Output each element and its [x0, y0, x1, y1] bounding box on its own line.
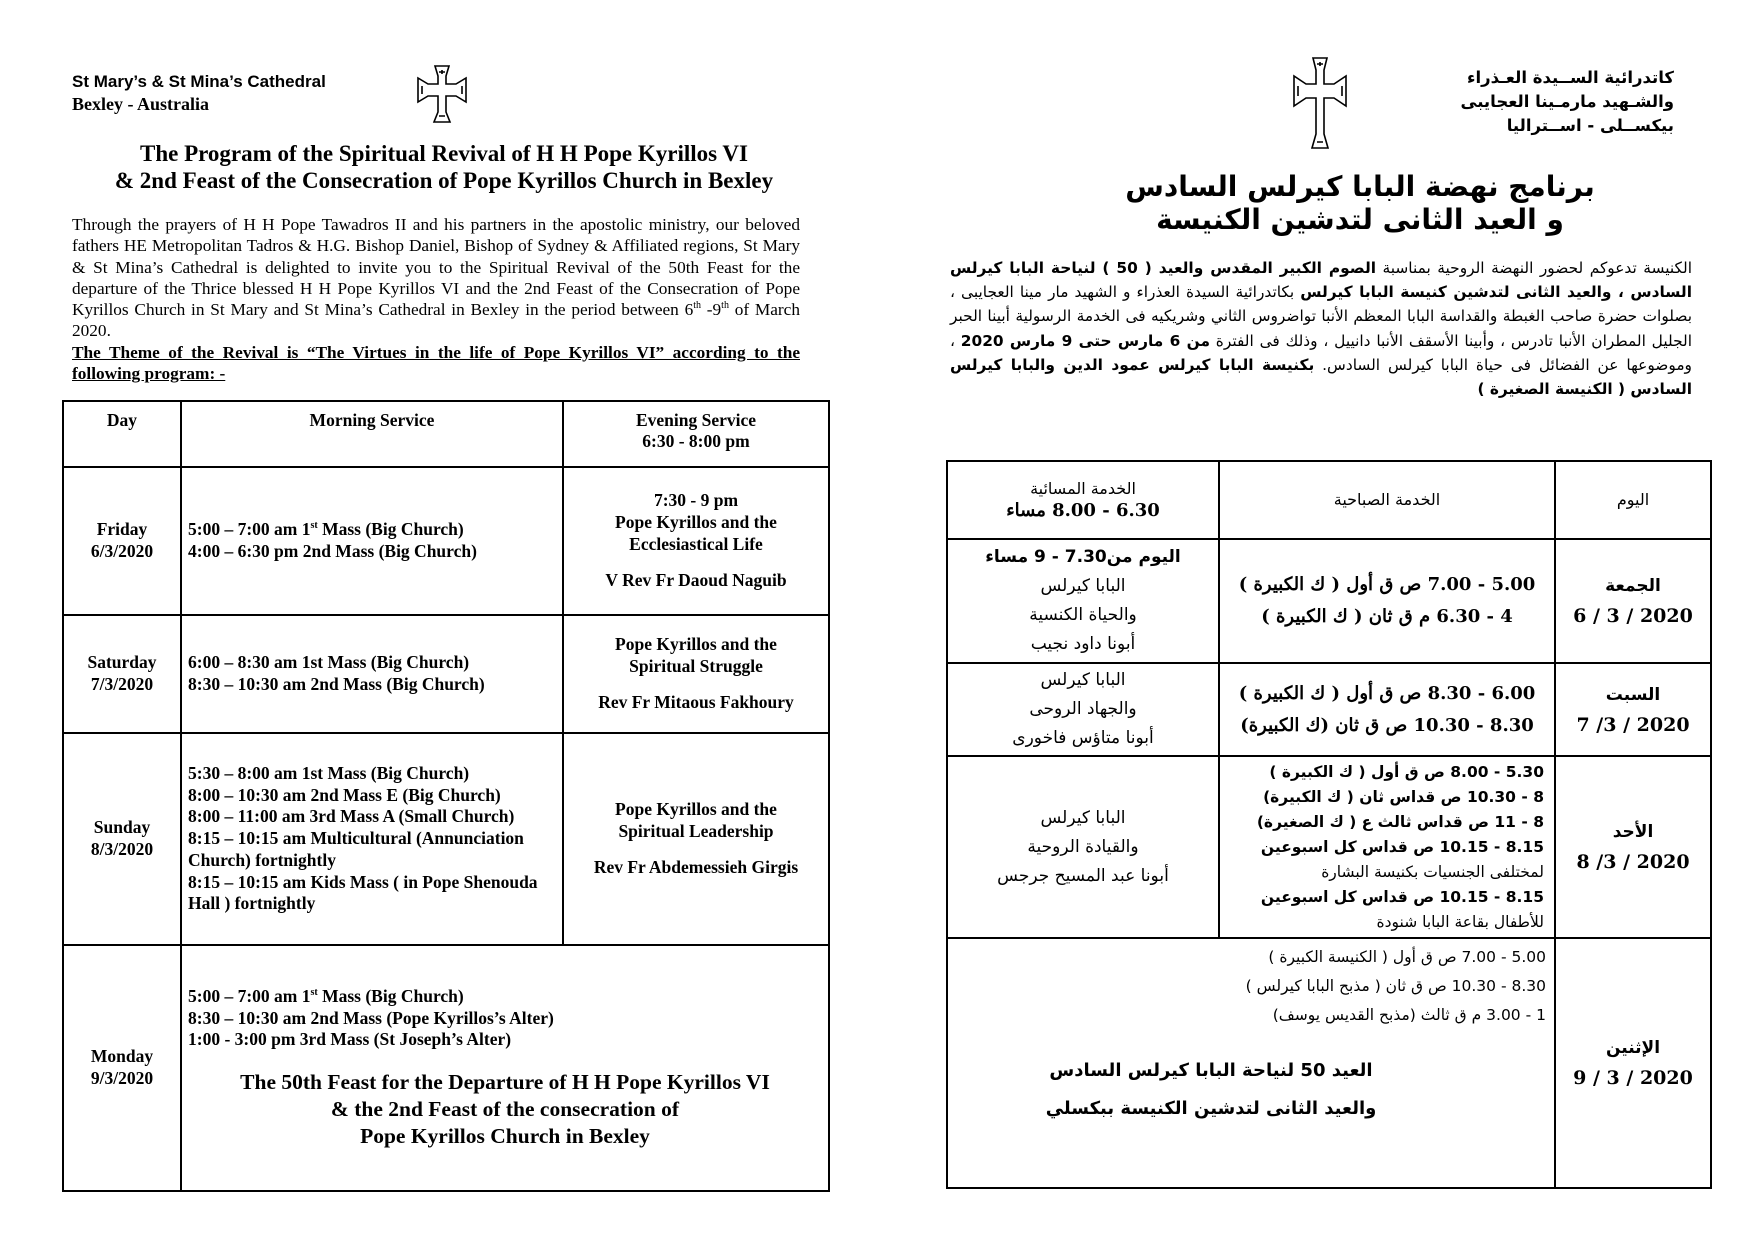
revival-theme: The Theme of the Revival is “The Virtues in the life of Pope Kyrillos VI” according to the following program: -	[72, 342, 800, 384]
header-evening: Evening Service 6:30 - 8:00 pm	[563, 401, 829, 467]
day-cell: Friday 6/3/2020	[63, 467, 181, 615]
coptic-cross-icon	[1288, 54, 1352, 152]
header-morning: Morning Service	[181, 401, 563, 467]
coptic-cross-icon	[408, 62, 476, 126]
evening-cell: البابا كيرلس والقيادة الروحية أبونا عبد المسيح جرجس	[947, 756, 1219, 938]
day-cell: السبت 2020 / 3/ 7	[1555, 663, 1711, 756]
arabic-program-table	[946, 460, 1712, 1189]
english-program-table	[62, 400, 830, 1192]
header-morning: الخدمة الصباحية	[1219, 461, 1555, 539]
morning-cell: 5.30 - 8.00 ص ق أول ( ك الكبيرة ) 8 - 10.30 ص قداس ثان ( ك الكبيرة) 8 - 11 ص قداس ثالث ع ( ك الصغيرة) 8.15 - 10.15 ص قداس كل اسبوعين لمختلفى الجنسيات بكنيسة البشارة 8.15 - 10.15 ص قداس كل اسبوعين للأطفال بقاعة البابا شنودة	[1219, 756, 1555, 938]
table-row	[947, 938, 1711, 1188]
church-name: St Mary’s & St Mina’s Cathedral	[72, 72, 326, 91]
english-header	[72, 70, 326, 116]
english-intro: Through the prayers of H H Pope Tawadros II and his partners in the apostolic ministry, our beloved fathers HE Metropolitan Tadros & H.G. Bishop Daniel, Bishop of Sydney & Affiliated regions, St Mary & St Mina’s Cathedral is delighted to invite you to the Spiritual Revival of the 50th Feast for the departure of the Thrice blessed H H Pope Kyrillos VI and the 2nd Feast of the Consecration of Pope Kyrillos Church in St Mary and St Mina’s Cathedral in Bexley in the period between 6th -9th of March 2020. The Theme of the Revival is “The Virtues in the life of Pope Kyrillos VI” according to the following program: -	[72, 215, 800, 384]
title-line-2: & 2nd Feast of the Consecration of Pope Kyrillos Church in Bexley	[114, 168, 774, 193]
morning-cell: 5.00 - 7.00 ص ق أول ( الكنيسة الكبيرة ) 8.30 - 10.30 ص ق ثان ( مذبح البابا كيرلس ) 1 - 3.00 م ق ثالث (مذبح القديس يوسف) العيد 50 لنياحة البابا كيرلس السادس والعيد الثانى لتدشين الكنيسة ببكسلي	[947, 938, 1555, 1188]
day-cell: Sunday 8/3/2020	[63, 733, 181, 945]
table-row	[63, 615, 829, 733]
feast-announcement: العيد 50 لنياحة البابا كيرلس السادس والعيد الثانى لتدشين الكنيسة ببكسلي	[1045, 1060, 1377, 1119]
morning-cell: 5:00 – 7:00 am 1st Mass (Big Church) 4:00 – 6:30 pm 2nd Mass (Big Church)	[181, 467, 563, 615]
table-row	[947, 539, 1711, 663]
morning-cell: 5.00 - 7.00 ص ق أول ( ك الكبيرة ) 4 - 6.30 م ق ثان ( ك الكبيرة )	[1219, 539, 1555, 663]
evening-cell: Pope Kyrillos and the Spiritual Struggle Rev Fr Mitaous Fakhoury	[563, 615, 829, 733]
morning-cell: 6:00 – 8:30 am 1st Mass (Big Church) 8:30 – 10:30 am 2nd Mass (Big Church)	[181, 615, 563, 733]
day-cell: Saturday 7/3/2020	[63, 615, 181, 733]
morning-cell: 5:30 – 8:00 am 1st Mass (Big Church) 8:00 – 10:30 am 2nd Mass E (Big Church) 8:00 – 11:00 am 3rd Mass A (Small Church) 8:15 – 10:15 am Multicultural (Annunciation Church) fortnightly 8:15 – 10:15 am Kids Mass ( in Pope Shenouda Hall ) fortnightly	[181, 733, 563, 945]
title-line-1: The Program of the Spiritual Revival of H H Pope Kyrillos VI	[140, 141, 748, 166]
feast-announcement: The 50th Feast for the Departure of H H Pope Kyrillos VI & the 2nd Feast of the consecration of Pope Kyrillos Church in Bexley	[240, 1070, 770, 1149]
morning-cell: 5:00 – 7:00 am 1st Mass (Big Church) 8:30 – 10:30 am 2nd Mass (Pope Kyrillos’s Alter) 1:00 - 3:00 pm 3rd Mass (St Joseph’s Alter) The 50th Feast for the Departure of H H Pope Kyrillos VI & the 2nd Feast of the consecration of Pope Kyrillos Church in Bexley	[181, 945, 829, 1191]
evening-cell: Pope Kyrillos and the Spiritual Leadership Rev Fr Abdemessieh Girgis	[563, 733, 829, 945]
arabic-header: كاتدرائية الســيدة العـذراء والشـهيد مارمـينا العجايبى بيكســلى - اســتراليا	[1460, 68, 1674, 135]
table-header-row	[947, 461, 1711, 539]
day-cell: Monday 9/3/2020	[63, 945, 181, 1191]
header-day: Day	[63, 401, 181, 467]
morning-cell: 6.00 - 8.30 ص ق أول ( ك الكبيرة ) 8.30 - 10.30 ص ق ثان (ك الكبيرة)	[1219, 663, 1555, 756]
day-cell: الجمعة 2020 / 3 / 6	[1555, 539, 1711, 663]
day-cell: الأحد 2020 / 3/ 8	[1555, 756, 1711, 938]
arabic-intro: الكنيسة تدعوكم لحضور النهضة الروحية بمناسبة الصوم الكبير المقدس والعيد ( 50 ) لنياحة البابا كيرلس السادس ، والعيد الثانى لتدشين كنيسة البابا كيرلس بكاتدرائية السيدة العذراء و الشهيد مار مينا العجايبى ، بصلوات حضرة صاحب الغبطة والقداسة البابا المعظم الأنبا تواضروس الثاني وشريكيه فى الخدمة الرسولية أبينا الحبر الجليل المطران الأنبا تادرس ، وأبينا الأسقف الأنبا دانييل ، وذلك فى الفترة من 6 مارس حتى 9 مارس 2020 ، وموضوعها عن الفضائل فى حياة البابا كيرلس السادس. بكنيسة البابا كيرلس عمود الدين والبابا كيرلس السادس ( الكنيسة الصغيرة )	[950, 259, 1692, 399]
evening-cell: 7:30 - 9 pm Pope Kyrillos and the Ecclesiastical Life V Rev Fr Daoud Naguib	[563, 467, 829, 615]
evening-cell: اليوم من7.30 - 9 مساء البابا كيرلس والحياة الكنسية أبونا داود نجيب	[947, 539, 1219, 663]
header-day: اليوم	[1555, 461, 1711, 539]
arabic-title: برنامج نهضة البابا كيرلس السادس و العيد الثانى لتدشين الكنيسة	[1125, 170, 1595, 236]
english-title	[62, 140, 826, 194]
header-evening: الخدمة المسائية 6.30 - 8.00 مساء	[947, 461, 1219, 539]
table-row	[947, 756, 1711, 938]
church-location: Bexley - Australia	[72, 94, 209, 114]
table-row	[63, 945, 829, 1191]
table-row	[947, 663, 1711, 756]
table-row	[63, 733, 829, 945]
table-row	[63, 467, 829, 615]
table-header-row	[63, 401, 829, 467]
day-cell: الإثنين 2020 / 3 / 9	[1555, 938, 1711, 1188]
evening-cell: البابا كيرلس والجهاد الروحى أبونا متاؤس فاخورى	[947, 663, 1219, 756]
